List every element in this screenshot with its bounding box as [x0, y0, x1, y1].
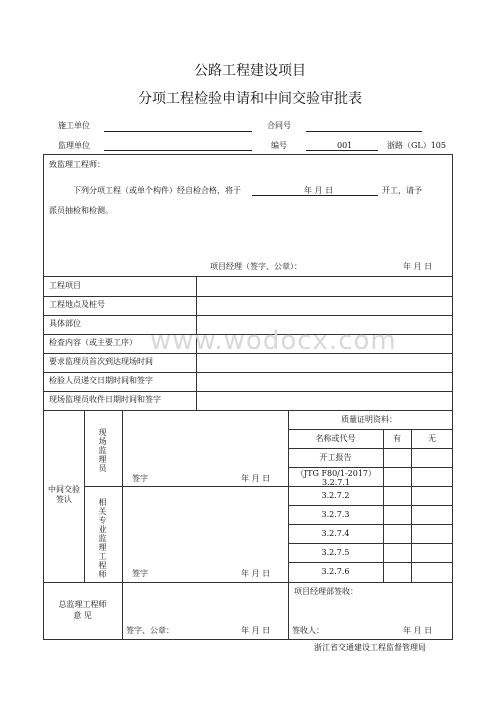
row-label-part: 具体部位	[49, 319, 81, 328]
construction-unit-field[interactable]	[104, 131, 252, 132]
cert-item-3: 3.2.7.2	[321, 491, 350, 500]
row-label-receive-time: 现场监理员收件日期时间和签字	[49, 395, 161, 404]
form-title: 分项工程检验申请和中间交验审批表	[138, 91, 362, 107]
cert-item-7: 3.2.7.6	[321, 567, 350, 576]
specialist-engineer-label: 相关专业监理工程师	[98, 498, 107, 579]
receiver-label: 签收人：	[292, 626, 324, 635]
row-label-location: 工程地点及桩号	[49, 300, 105, 309]
row-label-inspection: 检查内容（或主要工序）	[49, 338, 137, 347]
pm-dept-receipt-label: 项目经理部签收：	[294, 587, 358, 596]
chief-sign-label: 签字、公章：	[126, 626, 174, 635]
chief-opinion-label: 意 见	[73, 611, 92, 620]
field-project[interactable]	[197, 277, 452, 295]
cert-item-5: 3.2.7.4	[321, 529, 350, 538]
supervisor-sign-label: 签字	[132, 474, 148, 483]
pm-sign-date: 年 月 日	[403, 262, 433, 271]
field-arrival-time[interactable]	[197, 354, 452, 371]
engineer-sign-label: 签字	[132, 569, 148, 578]
pm-sign-label: 项目经理（签字、公章）：	[210, 262, 302, 271]
supervision-unit-label: 监理单位	[58, 141, 90, 150]
request-line-2: 派员抽检和检测。	[49, 206, 113, 215]
cert-item-4: 3.2.7.3	[321, 510, 350, 519]
chief-sign-date: 年 月 日	[241, 626, 271, 635]
chief-engineer-label: 总监理工程师	[58, 600, 107, 609]
salutation: 致监理工程师：	[49, 160, 105, 169]
construction-unit-label: 施工单位	[58, 121, 90, 130]
row-label-submit-time: 检验人员递交日期时间和签字	[49, 376, 153, 385]
col-no-header: 无	[428, 434, 436, 443]
receiver-date: 年 月 日	[403, 626, 433, 635]
intermediate-acceptance-label: 中间交验签认	[48, 485, 80, 504]
start-date-field[interactable]	[252, 195, 378, 196]
request-line-1-end: 开工，请予	[382, 186, 422, 195]
serial-no-label: 编号	[271, 141, 287, 150]
field-location[interactable]	[197, 297, 452, 314]
issuing-authority: 浙江省交通建设工程监督管理局	[314, 643, 426, 652]
contract-no-label: 合同号	[267, 121, 291, 130]
col-name-header: 名称或代号	[315, 434, 356, 443]
cert-item-2: （JTG F80/1-2017）3.2.7.1	[295, 469, 377, 487]
serial-no-field[interactable]	[306, 150, 378, 151]
contract-no-field[interactable]	[306, 131, 422, 132]
serial-no-value: 001	[337, 141, 353, 150]
supervisor-sign-date: 年 月 日	[241, 474, 271, 483]
cert-item-1: 开工报告	[319, 453, 352, 462]
supervision-unit-field[interactable]	[104, 150, 252, 151]
cert-item-6: 3.2.7.5	[321, 548, 350, 557]
start-date-placeholder: 年 月 日	[304, 186, 334, 195]
page-title: 公路工程建设项目	[194, 63, 306, 79]
row-label-project: 工程项目	[49, 281, 81, 290]
form-code: 浙路（GL）105	[387, 141, 446, 150]
col-yes-header: 有	[393, 434, 401, 443]
field-submit-time[interactable]	[197, 373, 452, 390]
row-label-arrival-time: 要求监理员首次到达现场时间	[49, 357, 153, 366]
field-receive-time[interactable]	[197, 392, 452, 409]
field-supervisor-label: 现场监理员	[98, 428, 107, 473]
quality-cert-label: 质量证明资料：	[341, 415, 397, 424]
engineer-sign-date: 年 月 日	[241, 569, 271, 578]
request-line-1: 下列分项工程（或单个构件）经自检合格，将于	[73, 186, 241, 195]
watermark: www.wodocx.com	[150, 326, 397, 356]
